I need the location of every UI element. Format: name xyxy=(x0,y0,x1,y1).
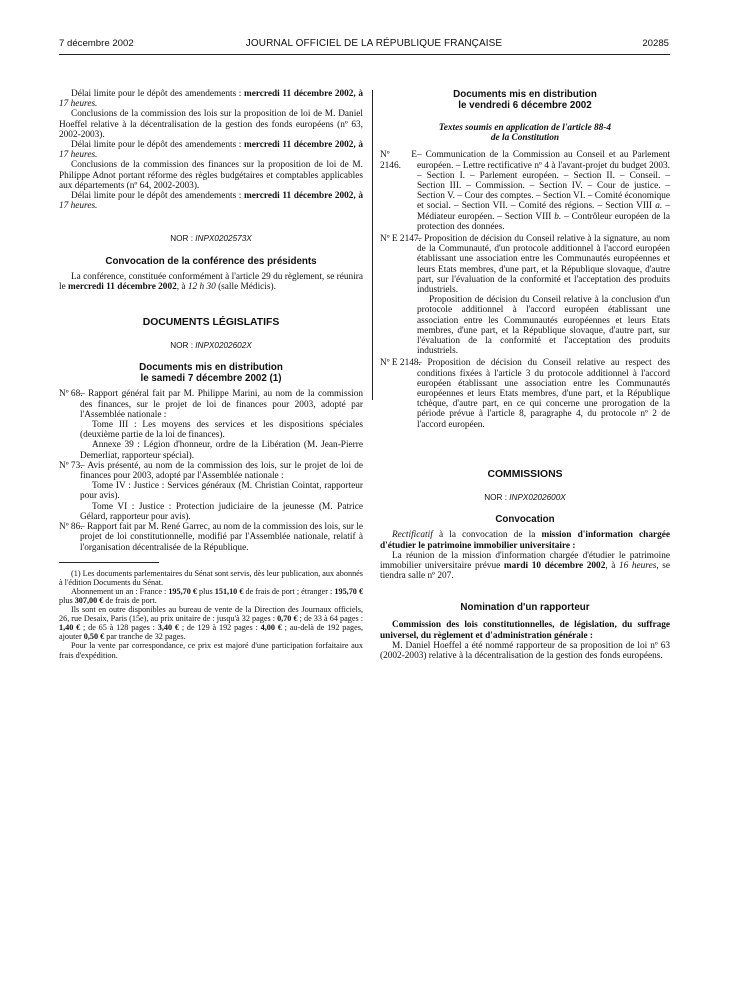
distribution-heading: Documents mis en distribution le samedi 7 décembre 2002 (1) xyxy=(139,362,283,385)
convocation-paragraph: La conférence, constituée conformément à l'article 29 du règlement, se réunira le mercredi 11 décembre 2002, à 12 h 30 (salle Médicis). xyxy=(59,271,363,292)
right-column xyxy=(380,89,670,661)
deadline-paragraph: Délai limite pour le dépôt des amendements : mercredi 11 décembre 2002, à 17 heures. xyxy=(59,191,363,212)
section-heading: Convocation xyxy=(495,514,555,526)
header-rule xyxy=(59,54,670,55)
page-number: 20285 xyxy=(642,38,669,49)
header-date: 7 décembre 2002 xyxy=(59,38,134,49)
section-title: COMMISSIONS xyxy=(487,468,563,480)
column-divider xyxy=(372,90,373,400)
commission-name: Commission des lois constitutionnelles, de législation, du suffrage universel, du règlement et d'administration générale : xyxy=(380,620,670,641)
deadline-paragraph: Délai limite pour le dépôt des amendements : mercredi 11 décembre 2002, à 17 heures. xyxy=(59,140,363,161)
nomination-paragraph: M. Daniel Hoeffel a été nommé rapporteur de sa proposition de loi nº 63 (2002-2003) relative à la décentralisation de la gestion des fonds européens. xyxy=(380,640,670,661)
footnotes xyxy=(59,569,363,660)
document-sub-item: Tome VI : Justice : Protection judiciaire de la jeunesse (M. Patrice Gélard, rapporteur pour avis). xyxy=(80,501,363,522)
section-heading: Nomination d'un rapporteur xyxy=(460,602,590,614)
conclusions-paragraph: Conclusions de la commission des finances sur la proposition de loi de M. Philippe Adnot portant réforme des règles budgétaires et comptables applicables aux départements (nº 64, 2002-2003). xyxy=(59,160,363,191)
document-sub-item: Annexe 39 : Légion d'honneur, ordre de la Libération (M. Jean-Pierre Demerliat, rapporteur spécial). xyxy=(80,440,363,461)
section-heading: Convocation de la conférence des présidents xyxy=(105,255,317,267)
texts-heading: Textes soumis en application de l'article 88-4 de la Constitution xyxy=(438,123,612,144)
document-sub-item: Tome IV : Justice : Services généraux (M. Christian Cointat, rapporteur pour avis). xyxy=(80,481,363,502)
conclusions-paragraph: Conclusions de la commission des lois sur la proposition de loi de M. Daniel Hoeffel relative à la décentralisation de la gestion des fonds européens (nº 63, 2002-2003). xyxy=(59,109,363,140)
rectificatif-paragraph: Rectificatif à la convocation de la mission d'information chargée d'étudier le patrimoine immobilier universitaire : xyxy=(380,530,670,551)
footnote-rule xyxy=(59,562,159,563)
nor-reference: NOR : INPX0202602X xyxy=(170,341,252,351)
eu-text-item: Nº E 2148. – Proposition de décision du Conseil relative au respect des conditions fixées à l'article 3 du protocole additionnel à l'accord européen établissant une association entre les Communautés européennes et leurs Etats membres, d'une part, et la République tchèque, d'autre part, en ce qui concerne une prorogation de la période prévue à l'article 8, paragraphe 4, du protocole nº 2 de l'accord européen. xyxy=(380,358,670,430)
journal-title: JOURNAL OFFICIEL DE LA RÉPUBLIQUE FRANÇAISE xyxy=(245,38,503,49)
deadline-paragraph: Délai limite pour le dépôt des amendements : mercredi 11 décembre 2002, à 17 heures. xyxy=(59,89,363,110)
document-item: Nº 86. – Rapport fait par M. René Garrec, au nom de la commission des lois, sur le projet de loi constitutionnelle, modifié par l'Assemblée nationale, relatif à l'organisation décentralisée de la République. xyxy=(59,522,363,553)
footnote-text: Pour la vente par correspondance, ce prix est majoré d'une participation forfaitaire aux frais d'expédition. xyxy=(59,641,363,660)
footnote-text: Abonnement un an : France : 195,70 € plus 151,10 € de frais de port ; étranger : 195,70 € plus 307,00 € de frais de port. xyxy=(59,586,364,605)
section-title: DOCUMENTS LÉGISLATIFS xyxy=(142,317,280,329)
nor-reference: NOR : INPX0202600X xyxy=(484,493,566,503)
document-item: Nº 68. – Rapport général fait par M. Philippe Marini, au nom de la commission des finances, sur le projet de loi de finances pour 2003, adopté par l'Assemblée nationale : xyxy=(59,389,363,420)
page-header xyxy=(0,39,748,53)
footnote-text: (1) Les documents parlementaires du Sénat sont servis, dès leur publication, aux abonnés à l'édition Documents du Sénat. xyxy=(59,568,363,587)
document-sub-item: Tome III : Les moyens des services et les dispositions spéciales (deuxième partie de la loi de finances). xyxy=(80,420,363,441)
footnote-text: Ils sont en outre disponibles au bureau de vente de la Direction des Journaux officiels, 26, rue Desaix, Paris (15e), au prix unitaire de : jusqu'à 32 pages : 0,70 € ; de 33 à 64 pages : 1,40 € ; de 65 à 128 pages : 3,40 € ; de 129 à 192 pages : 4,00 € ; au-delà de 192 pages, ajouter 0,50 € par tranche de 32 pages. xyxy=(59,605,363,642)
nor-reference: NOR : INPX0202573X xyxy=(170,234,252,244)
document-item: Nº 73. – Avis présenté, au nom de la commission des lois, sur le projet de loi de finances pour 2003, adopté par l'Assemblée nationale : xyxy=(59,460,363,482)
reunion-paragraph: La réunion de la mission d'information chargée d'étudier le patrimoine immobilier universitaire prévue mardi 10 décembre 2002, à 16 heures, se tiendra salle nº 207. xyxy=(380,550,671,582)
eu-text-item: Nº E 2147. – Proposition de décision du Conseil relative à la signature, au nom de la Communauté, d'un protocole additionnel à l'accord européen établissant une association entre les Communautés européennes et leurs Etats membres, d'une part, et la République slovaque, d'autre part, sur l'évaluation de la conformité et l'acceptation des produits industriels. xyxy=(380,234,670,296)
left-column xyxy=(59,89,363,660)
eu-text-sub-item: Proposition de décision du Conseil relative à la conclusion d'un protocole additionnel à l'accord européen établissant une association entre les Communautés européennes et leurs Etats membres, d'une part, et la République slovaque, d'autre part, sur l'évaluation de la conformité et l'acceptation des produits industriels. xyxy=(417,295,670,357)
eu-text-item: Nº E 2146. – Communication de la Commission au Conseil et au Parlement européen. – Lettre rectificative nº 4 à l'avant-projet du budget 2003. – Section I. – Parlement européen. – Section II. – Conseil. – Section III. – Commission. – Section IV. – Cour de justice. – Section V. – Cour des comptes. – Section VI. – Comité économique et social. – Section VII. – Comité des régions. – Section VIII a. – Médiateur européen. – Section VIII b. – Contrôleur européen de la protection des données. xyxy=(380,150,670,232)
distribution-heading: Documents mis en distribution le vendredi 6 décembre 2002 xyxy=(453,89,597,111)
